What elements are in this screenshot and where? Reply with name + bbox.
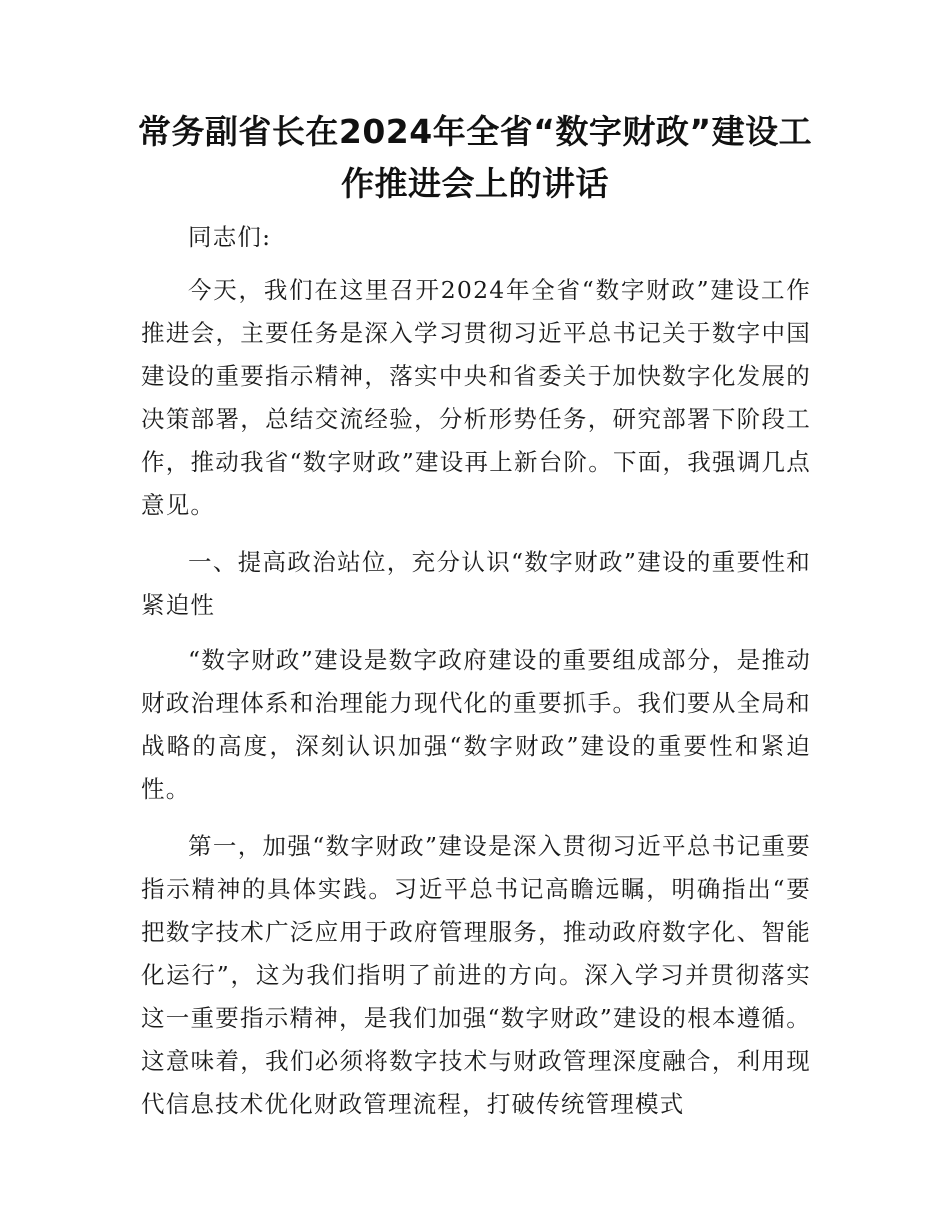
document-title: 常务副省长在2024年全省“数字财政”建设工作推进会上的讲话 [137, 112, 813, 203]
paragraph: “数字财政”建设是数字政府建设的重要组成部分，是推动财政治理体系和治理能力现代化的重要抓手。我们要从全局和战略的高度，深刻认识加强“数字财政”建设的重要性和紧迫性。 [141, 646, 811, 803]
paragraph: 第一，加强“数字财政”建设是深入贯彻习近平总书记重要指示精神的具体实践。习近平总书记高瞻远瞩，明确指出“要把数字技术广泛应用于政府管理服务，推动政府数字化、智能化运行”，这为我们指明了前进的方向。深入学习并贯彻落实这一重要指示精神，是我们加强“数字财政”建设的根本遵循。这意味着，我们必须将数字技术与财政管理深度融合，利用现代信息技术优化财政管理流程，打破传统管理模式 [141, 832, 811, 1118]
greeting: 同志们: [188, 223, 272, 251]
section-heading: 一、提高政治站位，充分认识“数字财政”建设的重要性和紧迫性 [141, 548, 811, 619]
paragraph: 今天，我们在这里召开2024年全省“数字财政”建设工作推进会，主要任务是深入学习贯彻习近平总书记关于数字中国建设的重要指示精神，落实中央和省委关于加快数字化发展的决策部署，总结交流经验，分析形势任务，研究部署下阶段工作，推动我省“数字财政”建设再上新台阶。下面，我强调几点意见。 [141, 276, 811, 519]
document-body [141, 216, 811, 1134]
